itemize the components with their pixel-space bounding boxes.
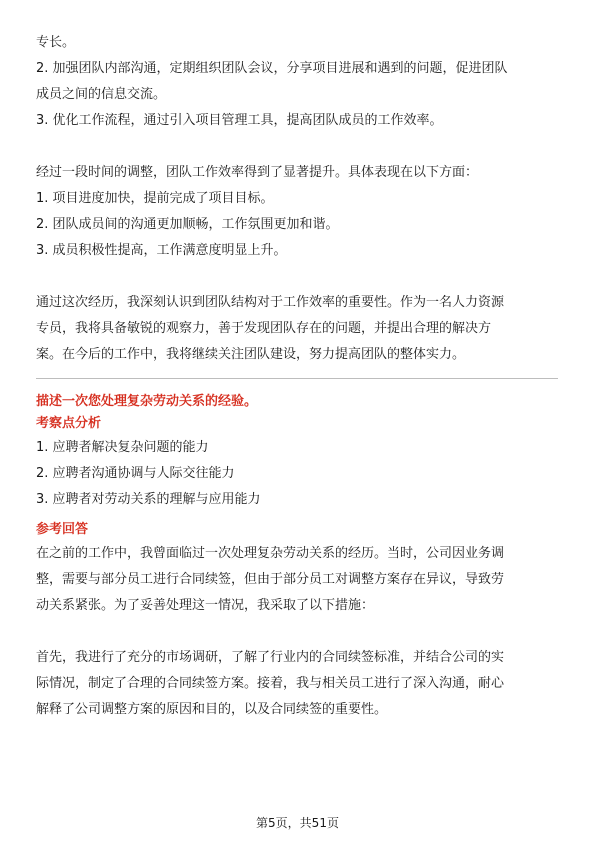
answer-line: 解释了公司调整方案的原因和目的，以及合同续签的重要性。 (36, 702, 388, 717)
analysis-item: 1. 应聘者解决复杂问题的能力 (36, 440, 209, 455)
document-page (36, 30, 558, 723)
text-line: 3. 成员积极性提高，工作满意度明显上升。 (36, 243, 287, 258)
spacer (36, 264, 558, 290)
text-line: 案。在今后的工作中，我将继续关注团队建设，努力提高团队的整体实力。 (36, 347, 466, 362)
section-divider (36, 378, 558, 379)
text-line: 专员，我将具备敏锐的观察力，善于发现团队存在的问题，并提出合理的解决方 (36, 321, 492, 336)
text-line: 经过一段时间的调整，团队工作效率得到了显著提升。具体表现在以下方面： (36, 165, 479, 180)
text-line: 3. 优化工作流程，通过引入项目管理工具，提高团队成员的工作效率。 (36, 113, 443, 128)
answer-heading: 参考回答 (36, 522, 89, 537)
answer-line: 首先，我进行了充分的市场调研，了解了行业内的合同续签标准，并结合公司的实 (36, 650, 505, 665)
analysis-item: 3. 应聘者对劳动关系的理解与应用能力 (36, 492, 261, 507)
text-line: 2. 团队成员间的沟通更加顺畅，工作氛围更加和谐。 (36, 217, 339, 232)
answer-line: 际情况，制定了合理的合同续签方案。接着，我与相关员工进行了深入沟通，耐心 (36, 676, 505, 691)
text-line: 通过这次经历，我深刻认识到团队结构对于工作效率的重要性。作为一名人力资源 (36, 295, 505, 310)
analysis-heading: 考察点分析 (36, 416, 102, 431)
spacer (36, 619, 558, 645)
answer-line: 在之前的工作中，我曾面临过一次处理复杂劳动关系的经历。当时，公司因业务调 (36, 546, 505, 561)
question-title: 描述一次您处理复杂劳动关系的经验。 (36, 394, 258, 409)
analysis-item: 2. 应聘者沟通协调与人际交往能力 (36, 466, 235, 481)
spacer (36, 134, 558, 160)
answer-line: 动关系紧张。为了妥善处理这一情况，我采取了以下措施： (36, 598, 375, 613)
answer-line: 整，需要与部分员工进行合同续签，但由于部分员工对调整方案存在异议，导致劳 (36, 572, 505, 587)
text-line: 1. 项目进度加快，提前完成了项目目标。 (36, 191, 274, 206)
text-line: 专长。 (36, 35, 76, 50)
page-footer: 第5页，共51页 (256, 816, 339, 830)
text-line: 2. 加强团队内部沟通，定期组织团队会议，分享项目进展和遇到的问题，促进团队 (36, 61, 508, 76)
text-line: 成员之间的信息交流。 (36, 87, 167, 102)
